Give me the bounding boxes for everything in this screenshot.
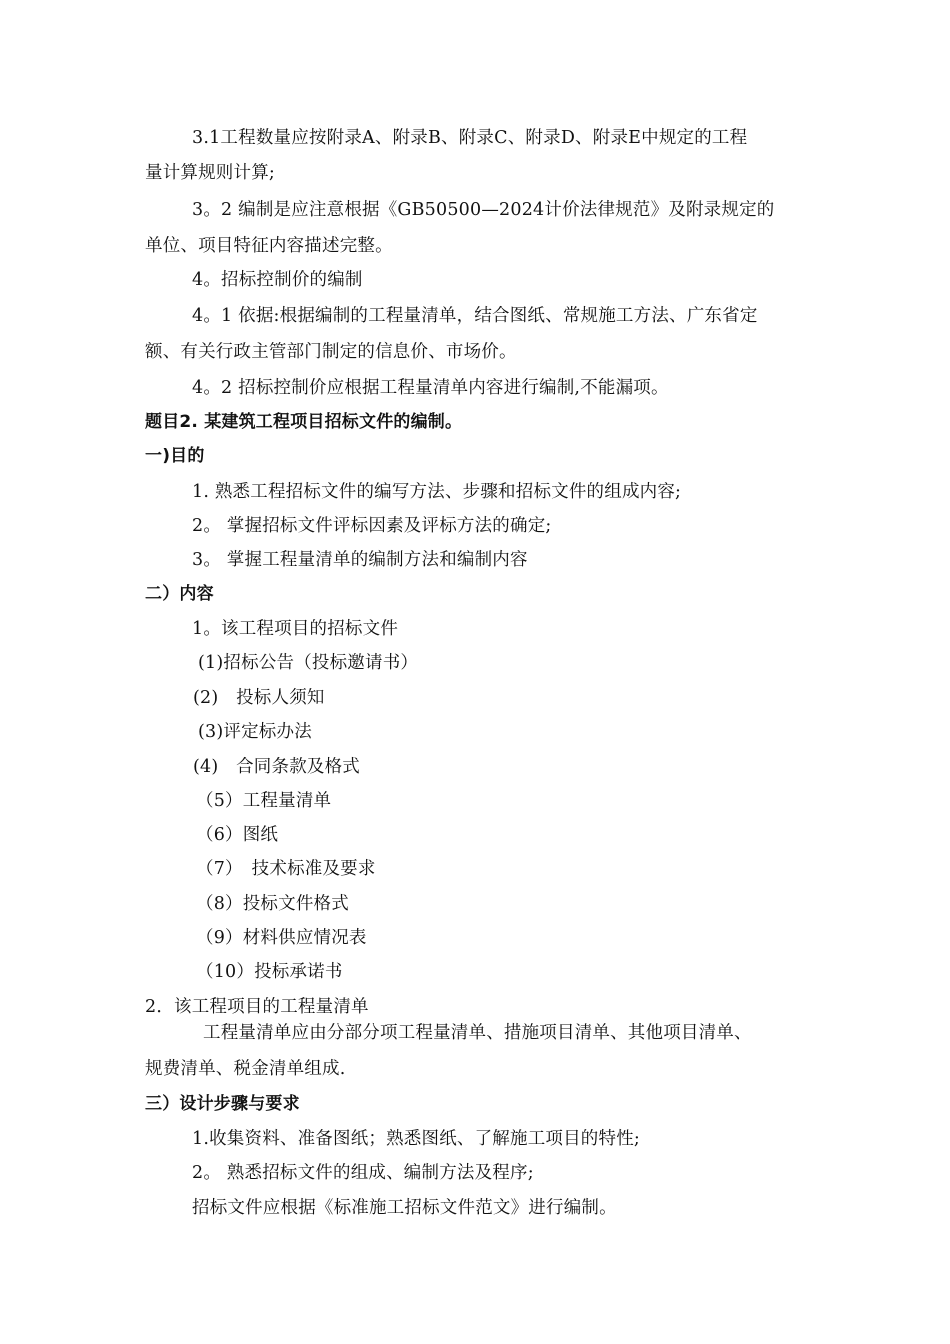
paragraph-3-1-line-1: 3.1工程数量应按附录A、附录B、附录C、附录D、附录E中规定的工程	[192, 128, 748, 148]
paragraph-4-1-line-1: 4。1 依据:根据编制的工程量清单，结合图纸、常规施工方法、广东省定	[192, 306, 758, 326]
paragraph-3-1-line-2: 量计算规则计算;	[145, 163, 275, 183]
paragraph-4-2: 4。2 招标控制价应根据工程量清单内容进行编制,不能漏项。	[192, 378, 669, 398]
content-item-2: 2．该工程项目的工程量清单	[145, 997, 369, 1017]
tender-doc-item: （10）投标承诺书	[196, 962, 343, 982]
tender-doc-item: （6）图纸	[196, 825, 279, 845]
step-note: 招标文件应根据《标准施工招标文件范文》进行编制。	[192, 1198, 617, 1218]
tender-doc-item: （8）投标文件格式	[196, 894, 349, 914]
tender-doc-item: (4) 合同条款及格式	[193, 757, 360, 777]
goal-item-1: 1. 熟悉工程招标文件的编写方法、步骤和招标文件的组成内容;	[192, 482, 682, 502]
content-item-1: 1。该工程项目的招标文件	[192, 619, 399, 639]
paragraph-3-2-line-1: 3。2 编制是应注意根据《GB50500—2024计价法律规范》及附录规定的	[192, 200, 775, 220]
tender-doc-item: （5）工程量清单	[196, 791, 332, 811]
step-item-1: 1.收集资料、准备图纸；熟悉图纸、了解施工项目的特性;	[192, 1129, 640, 1149]
paragraph-3-2-line-2: 单位、项目特征内容描述完整。	[145, 236, 393, 256]
topic-2-title: 题目2. 某建筑工程项目招标文件的编制。	[145, 412, 463, 432]
section-3-heading: 三）设计步骤与要求	[145, 1094, 300, 1114]
goal-item-3: 3。 掌握工程量清单的编制方法和编制内容	[192, 550, 528, 570]
tender-doc-item: (1)招标公告（投标邀请书）	[198, 653, 419, 673]
tender-doc-item: （9）材料供应情况表	[196, 928, 367, 948]
paragraph-4-1-line-2: 额、有关行政主管部门制定的信息价、市场价。	[145, 342, 517, 362]
bill-of-quantities-line-1: 工程量清单应由分部分项工程量清单、措施项目清单、其他项目清单、	[203, 1023, 752, 1043]
section-1-heading: 一)目的	[145, 446, 205, 466]
section-2-heading: 二）内容	[145, 584, 214, 604]
bill-of-quantities-line-2: 规费清单、税金清单组成.	[145, 1059, 346, 1079]
goal-item-2: 2。 掌握招标文件评标因素及评标方法的确定;	[192, 516, 552, 536]
tender-doc-item: (3)评定标办法	[198, 722, 312, 742]
tender-doc-item: （7） 技术标准及要求	[196, 859, 376, 879]
paragraph-4-heading: 4。招标控制价的编制	[192, 270, 363, 290]
tender-doc-item: (2) 投标人须知	[193, 688, 325, 708]
step-item-2: 2。 熟悉招标文件的组成、编制方法及程序;	[192, 1163, 534, 1183]
